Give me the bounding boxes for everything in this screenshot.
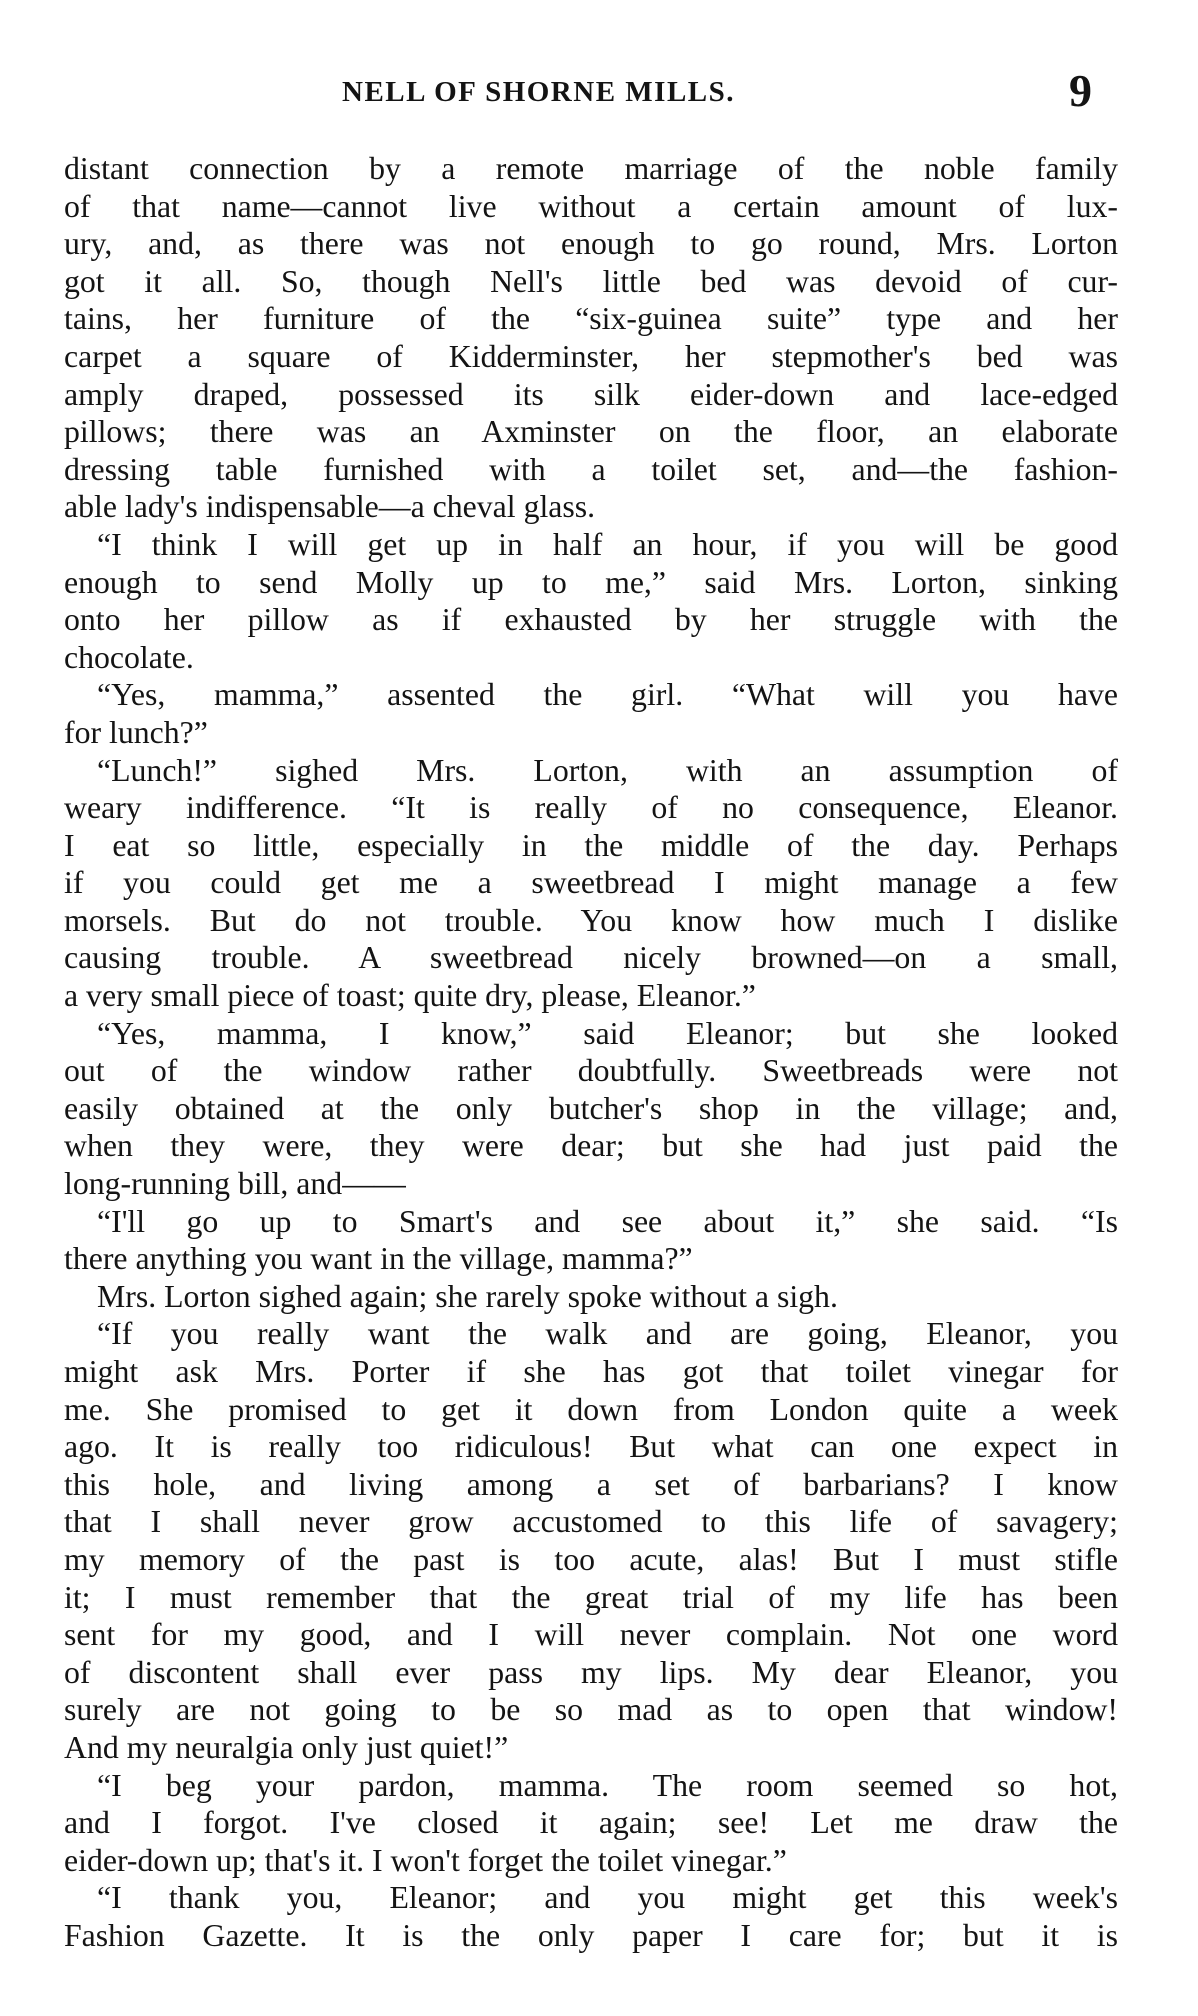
text-line: “Yes, mamma,” assented the girl. “What will you have bbox=[97, 677, 1118, 713]
running-head bbox=[64, 65, 1118, 150]
book-page bbox=[64, 65, 1118, 2000]
text-line: this hole, and living among a set of barbarians? I know bbox=[64, 1466, 1118, 1502]
text-line: “Lunch!” sighed Mrs. Lorton, with an assumption of bbox=[97, 752, 1118, 788]
text-line: “Yes, mamma, I know,” said Eleanor; but she looked bbox=[97, 1015, 1118, 1051]
text-line: Mrs. Lorton sighed again; she rarely spoke without a sigh. bbox=[97, 1278, 838, 1314]
text-line: of that name—cannot live without a certain amount of lux- bbox=[64, 188, 1118, 224]
text-line: sent for my good, and I will never complain. Not one word bbox=[64, 1617, 1118, 1653]
text-line: chocolate. bbox=[64, 639, 194, 675]
text-line: “I beg your pardon, mamma. The room seemed so hot, bbox=[97, 1767, 1118, 1803]
text-line: there anything you want in the village, mamma?” bbox=[64, 1241, 693, 1277]
text-line: it; I must remember that the great trial of my life has been bbox=[64, 1579, 1118, 1615]
text-line: easily obtained at the only butcher's shop in the village; and, bbox=[64, 1090, 1118, 1126]
text-line: ury, and, as there was not enough to go round, Mrs. Lorton bbox=[64, 226, 1118, 262]
text-line: my memory of the past is too acute, alas! But I must stifle bbox=[64, 1541, 1118, 1577]
text-line: when they were, they were dear; but she had just paid the bbox=[64, 1128, 1118, 1164]
text-line: carpet a square of Kidderminster, her stepmother's bed was bbox=[64, 338, 1118, 374]
text-line: if you could get me a sweetbread I might manage a few bbox=[64, 865, 1118, 901]
text-line: got it all. So, though Nell's little bed was devoid of cur- bbox=[64, 263, 1118, 299]
text-line: amply draped, possessed its silk eider-down and lace-edged bbox=[64, 376, 1118, 412]
text-line: eider-down up; that's it. I won't forget the toilet vinegar.” bbox=[64, 1842, 787, 1878]
text-line: enough to send Molly up to me,” said Mrs. Lorton, sinking bbox=[64, 564, 1118, 600]
text-line: of discontent shall ever pass my lips. My dear Eleanor, you bbox=[64, 1654, 1118, 1690]
text-line: Fashion Gazette. It is the only paper I care for; but it is bbox=[64, 1917, 1118, 1953]
text-line: ago. It is really too ridiculous! But what can one expect in bbox=[64, 1429, 1118, 1465]
text-line: weary indifference. “It is really of no consequence, Eleanor. bbox=[64, 790, 1118, 826]
text-line: for lunch?” bbox=[64, 714, 208, 750]
text-line: a very small piece of toast; quite dry, please, Eleanor.” bbox=[64, 978, 756, 1014]
text-line: “I thank you, Eleanor; and you might get this week's bbox=[97, 1880, 1118, 1916]
text-line: causing trouble. A sweetbread nicely browned—on a small, bbox=[64, 940, 1118, 976]
text-line: “If you really want the walk and are going, Eleanor, you bbox=[97, 1316, 1118, 1352]
text-line: long-running bill, and—— bbox=[64, 1166, 406, 1202]
text-line: morsels. But do not trouble. You know how much I dislike bbox=[64, 902, 1118, 938]
text-line: able lady's indispensable—a cheval glass. bbox=[64, 489, 596, 525]
text-line: might ask Mrs. Porter if she has got that toilet vinegar for bbox=[64, 1354, 1118, 1389]
text-line: tains, her furniture of the “six-guinea suite” type and her bbox=[64, 301, 1118, 337]
text-line: distant connection by a remote marriage of the noble family bbox=[64, 151, 1118, 186]
text-line: dressing table furnished with a toilet set, and—the fashion- bbox=[64, 451, 1118, 487]
text-line: surely are not going to be so mad as to open that window! bbox=[64, 1692, 1118, 1728]
body-text bbox=[64, 150, 1118, 1955]
text-line: that I shall never grow accustomed to this life of savagery; bbox=[64, 1504, 1118, 1540]
text-line: I eat so little, especially in the middle of the day. Perhaps bbox=[64, 827, 1118, 863]
text-line: onto her pillow as if exhausted by her struggle with the bbox=[64, 602, 1118, 638]
text-line: “I think I will get up in half an hour, if you will be good bbox=[97, 526, 1118, 562]
text-line: and I forgot. I've closed it again; see! Let me draw the bbox=[64, 1805, 1118, 1841]
text-line: pillows; there was an Axminster on the floor, an elaborate bbox=[64, 414, 1118, 450]
running-title: NELL OF SHORNE MILLS. bbox=[342, 76, 736, 108]
text-line: me. She promised to get it down from London quite a week bbox=[64, 1391, 1118, 1427]
text-line: “I'll go up to Smart's and see about it,” she said. “Is bbox=[97, 1203, 1118, 1239]
text-line: And my neuralgia only just quiet!” bbox=[64, 1729, 509, 1765]
page-number: 9 bbox=[1069, 65, 1092, 116]
text-line: out of the window rather doubtfully. Sweetbreads were not bbox=[64, 1053, 1118, 1089]
